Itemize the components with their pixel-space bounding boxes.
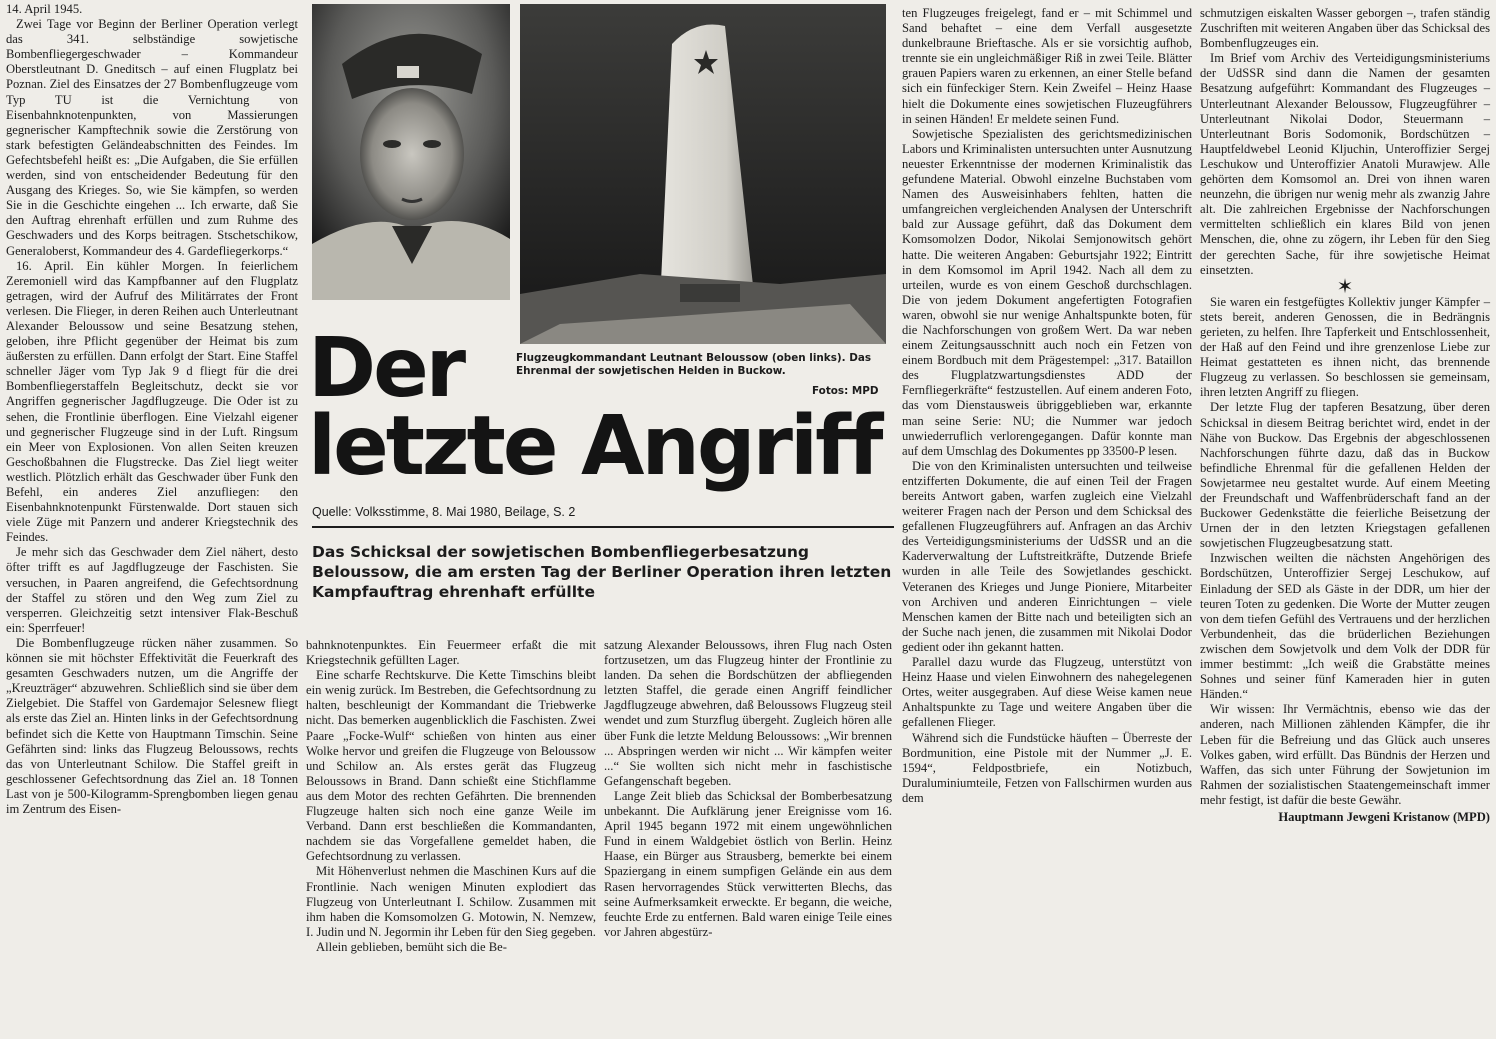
paragraph: 14. April 1945. xyxy=(6,2,83,16)
memorial-image xyxy=(520,4,886,344)
paragraph: Zwei Tage vor Beginn der Berliner Operation verlegt das 341. selbständige sowjetische Bombenfliegergeschwader – Kommandeur Oberstleutnant D. Gneditsch – auf einen Flugplatz bei Poznan. Ziel des Einsatzes der 27 Bombenflugzeuge vom Typ TU ist die Vernichtung von Eisenbahnknotenpunkten, von Massierungen gegnerischer Kampftechnik sowie die Zerstörung von stark befestigten Geländeabschnitten des Feindes. Im Gefechtsbefehl heißt es: „Die Aufgaben, die Sie erfüllen werden, sind von entscheidender Bedeutung für den Ausgang des Krieges. So, wie Sie kämpfen, so werden Sie in die Geschichte eingehen ... Ich erwarte, daß Sie den Auftrag ehrenhaft erfüllen und zum Ruhme des Geschwaders und des Korps beitragen. Stschetschikow, Generaloberst, Kommandeur des 4. Gardefliegerkorps.“ xyxy=(6,17,298,258)
column-3 xyxy=(604,638,892,940)
paragraph: Sowjetische Spezialisten des gerichtsmedizinischen Labors und Kriminalisten untersuchten unter Ausnutzung neuester Erkenntnisse der modernen Kriminalistik das gefundene Material. Obwohl einzelne Buchstaben vom Namen des Ausweisinhabers fehlten, hatten die umfangreichen vergleichenden Analysen der Unterschrift bald zur Aussage geführt, daß das Dokument dem Komsomolzen Dodor, Nikolai Semjonowitsch gehört hatte. Die weiteren Angaben: Geburtsjahr 1922; Eintritt in dem Komsomol im April 1942. Nach all dem zu urteilen, wurde es von einem Geschoß durchschlagen. Die von jedem Dokument angefertigten Fotografien waren, obwohl sie nur wenige Anhaltspunkte boten, für die Nachforschungen von großem Wert. Da war neben einem Zeitungsausschnitt auch noch ein Fetzen von einem Bordbuch mit dem Prägestempel: „317. Bataillon des Flugplatzwartungsdienstes ADD der Fernfliegerkräfte“ festzustellen. Auf einem anderen Foto, das vom Dienstausweis übriggeblieben war, erkannte man seine Serie: NU; die Nummer war jedoch unwiederruflich verlorengegangen. Dafür konnte man auf dem Umschlag des Dokumentes pp 33500-P lesen. xyxy=(902,126,1192,458)
photo-caption: Flugzeugkommandant Leutnant Beloussow (oben links). Das Ehrenmal der sowjetischen Helden in Buckow. xyxy=(516,352,872,377)
paragraph: Sie waren ein festgefügtes Kollektiv junger Kämpfer – stets bereit, anderen Genossen, die in Bedrängnis gerieten, zu helfen. Ihre Tapferkeit und Entschlossenheit, der Haß auf den Feind und ihre grenzenlose Liebe zur Heimat gestatteten es ihnen nicht, das brennende Flugzeug zu verlassen. So beschlossen sie gemeinsam, ihren letzten Angriff zu fliegen. xyxy=(1200,294,1490,400)
paragraph: ten Flugzeuges freigelegt, fand er – mit Schimmel und Sand behaftet – eine dem Verfall ausgesetzte dunkelbraune Brieftasche. Als er sie vorsichtig aufhob, trennte sie ein ungleichmäßiger Riß in zwei Teile. Blätter grauen Papiers waren zu erkennen, an einer Stelle befand sich ein fünfeckiger Stern. Kein Zweifel – Heinz Haase hielt die Dokumente eines sowjetischen Fluzeugführers in seinen Händen! Er meldete seinen Fund. xyxy=(902,6,1192,126)
headline xyxy=(308,321,881,494)
subheadline: Das Schicksal der sowjetischen Bombenfliegerbesatzung Beloussow, die am ersten Tag der Berliner Operation ihren letzten Kampfauftrag ehrenhaft erfüllte xyxy=(312,543,892,601)
author-signature: Hauptmann Jewgeni Kristanow (MPD) xyxy=(1278,809,1490,824)
column-5 xyxy=(1200,6,1490,825)
paragraph: bahnknotenpunktes. Ein Feuermeer erfaßt die mit Kriegstechnik gefüllten Lager. xyxy=(306,638,596,668)
memorial-photo xyxy=(520,4,886,344)
paragraph: Eine scharfe Rechtskurve. Die Kette Timschins bleibt ein wenig zurück. Im Bestreben, die Gefechtsordnung zu halten, beschleunigt der Kommandant die Triebwerke nicht. Das bemerken augenblicklich die Faschisten. Zwei Paare „Focke-Wulf“ schießen von hinten aus einer Wolke hervor und greifen die Flugzeuge von Beloussow und Schilow an. Als erstes gerät das Flugzeug Beloussows in Brand. Dann schießt eine Stichflamme aus dem Motor des rechten Gefährten. Die brennenden Flugzeuge halten sich noch eine ganze Weile im Verband. Dann erst beschließen die Kommandanten, nachdem sie das Vorgefallene gemeldet haben, die Gefechtsordnung zu verlassen. xyxy=(306,668,596,864)
paragraph: Der letzte Flug der tapferen Besatzung, über deren Schicksal in diesem Beitrag berichtet wird, endet in der Nähe von Buckow. Das Ergebnis der abgeschlossenen Nachforschungen führte dazu, daß das in Buckow befindliche Ehrenmal für die gefallenen Helden der Sowjetarmee neu gestaltet wurde. Auf einem Meeting der Freundschaft und Waffenbrüderschaft fand an der Buckower Gedenkstätte die feierliche Beisetzung der Urnen der in den letzten Kriegstagen gefallenen sowjetischen Flugzeugbesatzung statt. xyxy=(1200,400,1490,551)
divider-rule xyxy=(312,526,894,528)
paragraph: Allein geblieben, bemüht sich die Be- xyxy=(316,939,507,954)
headline-line-1: Der xyxy=(308,321,464,416)
paragraph: Inzwischen weilten die nächsten Angehörigen des Bordschützen, Unteroffizier Sergej Leschukow, auf Einladung der SED als Gäste in der DDR, um hier der teuren Toten zu gedenken. Die Worte der Mutter zeugen von dem tiefen Gefühl des Vertrauens und der herzlichen Verbundenheit, das die brüderlichen Beziehungen zwischen dem Sowjetvolk und dem Volk der DDR für immer bestimmt: „Ich weiß die Grabstätte meines Sohnes und seiner fünf Kameraden hier in guten Händen.“ xyxy=(1200,551,1490,702)
column-4 xyxy=(902,6,1192,806)
paragraph: Die Bombenflugzeuge rücken näher zusammen. So können sie mit höchster Effektivität die Feuerkraft des gesamten Geschwaders nutzen, um die Angriffe der „Kreuzträger“ abzuwehren. Schließlich sind sie über dem Zielgebiet. Die Staffel von Gardemajor Selesnew fliegt als erste das Ziel an. Hinten links in der Gefechtsordnung befindet sich die Kette von Hauptmann Timschin. Seine Gefährten sind: links das Flugzeug Beloussows, rechts das von Unterleutnant Schilow. Die Staffel greift in geschlossener Gefechtsordnung das Ziel an. 18 Tonnen Last von je 500-Kilogramm-Sprengbomben liegen genau im Zentrum des Eisen- xyxy=(6,635,298,816)
column-1 xyxy=(6,2,298,817)
headline-line-2: letzte Angriff xyxy=(308,399,881,494)
photo-credit: Fotos: MPD xyxy=(812,385,879,397)
paragraph: Lange Zeit blieb das Schicksal der Bomberbesatzung unbekannt. Die Aufklärung jener Ereignisse vom 16. April 1945 begann 1972 mit einem ungewöhnlichen Fund in einem Waldgebiet östlich von Berlin. Heinz Haase, ein Bürger aus Strausberg, bemerkte bei einem Spaziergang in einem sumpfigen Gelände ein aus dem Rasen hervorragendes Stück verwitterten Blechs, das seine Aufmerksamkeit erweckte. Er begann, die weiche, feuchte Erde zu entfernen. Bald waren einige Teile eines vor Jahren abgestürz- xyxy=(604,788,892,939)
portrait-photo xyxy=(312,4,510,300)
paragraph: Je mehr sich das Geschwader dem Ziel nähert, desto öfter trifft es auf Jagdflugzeuge der Faschisten. Sie versuchen, in Paaren angreifend, die Gefechtsordnung der Staffel zu stören und den Weg zum Ziel zu versperren. Gleichzeitig setzt intensiver Flak-Beschuß ein: Sperrfeuer! xyxy=(6,545,298,635)
paragraph: 16. April. Ein kühler Morgen. In feierlichem Zeremoniell wird das Kampfbanner auf den Flugplatz getragen, wird der Aufruf des Militärrates der Front verlesen. Die Flieger, in deren Reihen auch Unterleutnant Alexander Beloussow und seine Besatzung stehen, geloben, ihre Pflicht gegenüber der Heimat bis zum äußersten zu erfüllen. Dann erfolgt der Start. Eine Staffel schneller Jäger vom Typ Jak 9 d fliegt für die drei Bombenfliegerstaffeln Begleitschutz, deckt sie vor Angriffen gegnerischer Jagdflugzeuge. Die Oder ist zu sehen, die Frontlinie überflogen. Eine Vielzahl eigener und gegnerischer Flugzeuge sind in der Luft. Ringsum ein Meer von Explosionen. Von allen Seiten kreuzen Geschoßbahnen die Flugstrecke. Das Ziel liegt weiter westlich. Plötzlich erhält das Geschwader über Funk den Befehl, ein anderes Ziel anzufliegen: den Eisenbahnknotenpunkt Fürstenwalde. Dort stauen sich viele Züge mit Panzern und anderer Kriegstechnik des Feindes. xyxy=(6,258,298,545)
source-note: Quelle: Volksstimme, 8. Mai 1980, Beilage, S. 2 xyxy=(312,505,576,519)
section-star-icon: ✶ xyxy=(1336,275,1354,298)
paragraph: Die von den Kriminalisten untersuchten und teilweise entzifferten Dokumente, die auf einen Teil der Fragen bereits Antwort gaben, warfen zugleich eine Vielzahl weiterer Fragen nach der Person und dem Schicksal des gefallenen Flugzeugführers auf. Anfragen an das Archiv des Verteidigungsministeriums der UdSSR und an die Kaderverwaltung der Luftstreitkräfte, Dutzende Briefe wurden in alle Teile des Sowjetlandes geschickt. Veteranen des Krieges und Junge Pioniere, Mitarbeiter von Archiven und anderen Einrichtungen – viele Menschen kamen der Bitte nach und beteiligten sich an der Suche nach jenen, die zusammen mit Nikolai Dodor gedient oder ihn gekannt hatten. xyxy=(902,458,1192,654)
paragraph: satzung Alexander Beloussows, ihren Flug nach Osten fortzusetzen, um das Flugzeug hinter der Frontlinie zu landen. Da sehen die Bordschützen der abfliegenden letzten Staffel, die gerade einen Angriff feindlicher Jagdflugzeuge abwehren, daß Beloussows Flugzeug steil wendet und zum Sturzflug übergeht. Zugleich hören alle über Funk die letzte Meldung Beloussows: „Wir brennen ... Abspringen werden wir nicht ... Wir kämpfen weiter ...“ Sie wollten sich nicht mehr in faschistische Gefangenschaft begeben. xyxy=(604,638,892,788)
paragraph: Parallel dazu wurde das Flugzeug, unterstützt von Heinz Haase und vielen Einwohnern des nahegelegenen Ortes, weiter ausgegraben. Auf diese Weise kamen neue Anhaltspunkte zu Tage und weitere Angaben über die gefallenen Flieger. xyxy=(902,655,1192,730)
paragraph: schmutzigen eiskalten Wasser geborgen –, trafen ständig Zuschriften mit weiteren Angaben über das Schicksal des Bombenflugzeuges ein. xyxy=(1200,6,1490,51)
column-2 xyxy=(306,638,596,955)
paragraph: Im Brief vom Archiv des Verteidigungsministeriums der UdSSR sind dann die Namen der gesamten Besatzung aufgeführt: Kommandant des Flugzeuges – Unterleutnant Alexander Beloussow, Flugzeugführer – Unterleutnant Nikolai Dodor, Steuermann – Unterleutnant Boris Sodomonik, Bordschützen – Hauptfeldwebel Leonid Kljuchin, Unteroffizier Sergej Leschukow und Unteroffizier Anatoli Murawjew. Alle gehörten dem Komsomol an. Drei von ihnen waren neunzehn, die übrigen nur wenig mehr als zwanzig Jahre alt. Die zahlreichen Ergebnisse der Nachforschungen vermittelten schließlich ein klares Bild von jenen Menschen, die, ohne zu zögern, ihr Leben für den Sieg der gerechten Sache, für ihre sowjetische Heimat einsetzten. xyxy=(1200,51,1490,277)
paragraph: Wir wissen: Ihr Vermächtnis, ebenso wie das der anderen, nach Millionen zählenden Kämpfer, die ihr Leben für die Befreiung und das Glück auch unseres Volkes gaben, wird erfüllt. Das Bündnis der Herzen und Waffen, das sich unter Führung der Sowjetunion im Rahmen der sozialistischen Staatengemeinschaft immer mehr festigt, ist dafür die beste Gewähr. xyxy=(1200,702,1490,807)
portrait-image xyxy=(312,4,510,300)
paragraph: Während sich die Fundstücke häuften – Überreste der Bordmunition, eine Pistole mit der Nummer „J. E. 1594“, Feldpostbriefe, ein Notizbuch, Duraluminiumteile, Fetzen von Fallschirmen wurden aus dem xyxy=(902,730,1192,805)
paragraph: Mit Höhenverlust nehmen die Maschinen Kurs auf die Frontlinie. Nach wenigen Minuten explodiert das Flugzeug von Unterleutnant I. Schilow. Zusammen mit ihm haben die Komsomolzen G. Motowin, N. Nemzew, I. Judin und N. Jegormin ihr Leben für den Sieg gegeben. xyxy=(306,864,596,939)
